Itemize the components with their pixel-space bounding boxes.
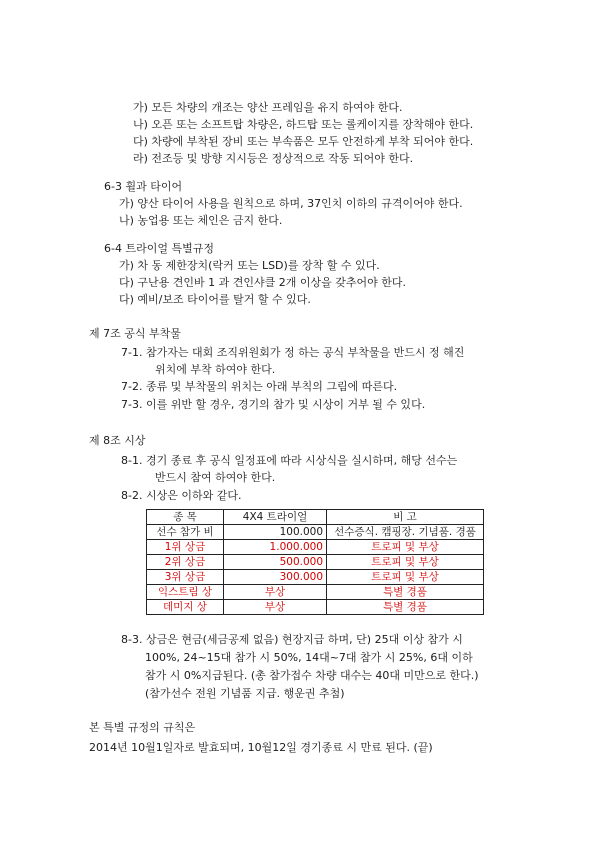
rule-6-2-na: 나) 오픈 또는 소프트탑 차량은, 하드탑 또는 롤케이지를 장착해야 한다. [133, 118, 474, 131]
rule-6-4-da-2: 다) 예비/보조 타이어를 탈거 할 수 있다. [119, 293, 311, 306]
rule-6-2-ga: 가) 모든 차량의 개조는 양산 프레임을 유지 하여야 한다. [133, 101, 403, 114]
rule-6-2-da: 다) 차량에 부착된 장비 또는 부속품은 모두 안전하게 부착 되어야 한다. [133, 135, 474, 148]
article-7-title: 제 7조 공식 부착물 [89, 327, 181, 340]
row-value: 부상 [224, 585, 327, 600]
row-category: 2위 상금 [147, 555, 224, 570]
row-note: 트로피 및 부상 [327, 540, 484, 555]
article-7-2: 7-2. 종류 및 부착물의 위치는 아래 부칙의 그림에 따른다. [121, 380, 398, 393]
rule-6-4-ga: 가) 차 동 제한장치(락커 또는 LSD)를 장착 할 수 있다. [119, 259, 380, 272]
row-note: 선수증식. 캠핑장. 기념품. 경품 [327, 525, 484, 540]
row-category: 선수 참가 비 [147, 525, 224, 540]
article-8-3-line1: 8-3. 상금은 현금(세금공제 없음) 현장지급 하며, 단) 25대 이상 참가 시 [121, 633, 463, 646]
article-8-3-line3: 참가 시 0%지급된다. (총 참가접수 차량 대수는 40대 미만으로 한다.) [145, 669, 479, 682]
table-row [147, 600, 484, 615]
section-6-3-title: 6-3 휠과 타이어 [104, 180, 183, 193]
rule-6-4-da-1: 다) 구난용 견인바 1 과 견인샤클 2개 이상을 갖추어야 한다. [119, 276, 407, 289]
row-value: 1.000.000 [224, 540, 327, 555]
article-8-1-line2: 반드시 참여 하여야 한다. [155, 471, 276, 484]
header-category: 종 목 [147, 510, 224, 525]
row-value: 300.000 [224, 570, 327, 585]
row-category: 3위 상금 [147, 570, 224, 585]
table-row [147, 540, 484, 555]
article-8-2: 8-2. 시상은 이하와 같다. [121, 489, 242, 502]
article-8-3-line4: (참가선수 전원 기념품 지급. 행운권 추첨) [145, 687, 345, 700]
article-7-1-line2: 위치에 부착 하여야 한다. [155, 363, 276, 376]
row-value: 부상 [224, 600, 327, 615]
rule-6-2-ra: 라) 전조등 및 방향 지시등은 정상적으로 작동 되어야 한다. [133, 152, 414, 165]
table-row [147, 555, 484, 570]
row-note: 트로피 및 부상 [327, 555, 484, 570]
prize-table-header [147, 510, 484, 525]
article-7-3: 7-3. 이를 위반 할 경우, 경기의 참가 및 시상이 거부 될 수 있다. [121, 398, 426, 411]
article-7-1-line1: 7-1. 참가자는 대회 조직위원회가 정 하는 공식 부착물을 반드시 정 해진 [121, 346, 465, 359]
table-row [147, 570, 484, 585]
closing-line1: 본 특별 규정의 규칙은 [89, 721, 196, 734]
row-note: 특별 경품 [327, 585, 484, 600]
header-trial: 4X4 트라이얼 [224, 510, 327, 525]
article-8-3-line2: 100%, 24~15대 참가 시 50%, 14대~7대 참가 시 25%, 6대 이하 [145, 651, 473, 664]
article-8-title: 제 8조 시상 [89, 434, 146, 447]
rule-6-3-ga: 가) 양산 타이어 사용을 원칙으로 하며, 37인치 이하의 규격이어야 한다. [119, 197, 463, 210]
article-8-1-line1: 8-1. 경기 종료 후 공식 일정표에 따라 시상식을 실시하며, 해당 선수는 [121, 454, 458, 467]
table-row [147, 525, 484, 540]
prize-table [146, 509, 484, 615]
row-note: 특별 경품 [327, 600, 484, 615]
row-note: 트로피 및 부상 [327, 570, 484, 585]
closing-line2: 2014년 10월1일자로 발효되며, 10월12일 경기종료 시 만료 된다. (끝) [89, 741, 433, 754]
row-category: 데미지 상 [147, 600, 224, 615]
row-category: 익스트림 상 [147, 585, 224, 600]
row-value: 100.000 [224, 525, 327, 540]
row-value: 500.000 [224, 555, 327, 570]
row-category: 1위 상금 [147, 540, 224, 555]
rule-6-3-na: 나) 농업용 또는 체인은 금지 한다. [119, 214, 283, 227]
table-row [147, 585, 484, 600]
header-note: 비 고 [327, 510, 484, 525]
section-6-4-title: 6-4 트라이얼 특별규정 [104, 242, 214, 255]
